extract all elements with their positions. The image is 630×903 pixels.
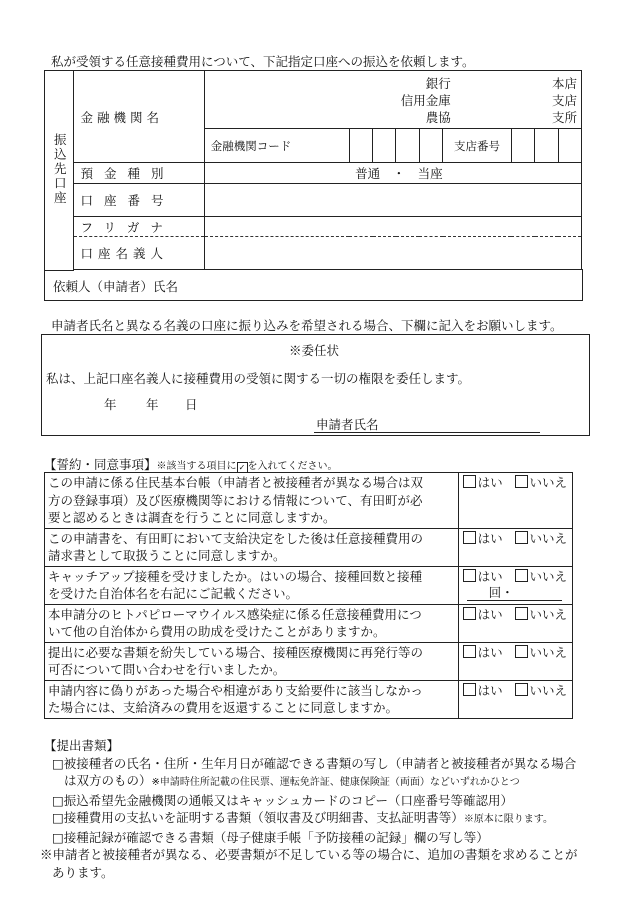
delegation-note: 申請者氏名と異なる名義の口座に振り込みを希望される場合、下欄に記入をお願いします。 bbox=[51, 318, 563, 333]
no-checkbox[interactable] bbox=[515, 607, 528, 620]
document-item bbox=[44, 829, 624, 847]
consent-question bbox=[45, 642, 459, 680]
count-suffix: 回・ bbox=[488, 585, 514, 600]
document-item-text: □接種費用の支払いを証明する書類（領収書及び明細書、支払証明書等） bbox=[52, 810, 464, 825]
consent-q-line: 提出に必要な書類を紛失している場合、接種医療機関に再発行等の bbox=[48, 644, 424, 660]
vaccination-count-field[interactable] bbox=[467, 585, 562, 601]
document-item-text: □被接種者の氏名・住所・生年月日が確認できる書類の写し（申請者と被接種者が異なる場合 bbox=[52, 755, 577, 771]
document-item bbox=[44, 755, 624, 773]
document-item-text: □接種記録が確認できる書類（母子健康手帳「予防接種の記録」欄の写し等） bbox=[52, 829, 489, 845]
yes-label: はい bbox=[477, 475, 503, 490]
no-checkbox[interactable] bbox=[515, 683, 528, 696]
yes-checkbox[interactable] bbox=[463, 569, 476, 582]
date-year-label: 年 bbox=[104, 397, 117, 412]
no-label: いいえ bbox=[529, 475, 568, 490]
type-credit-union: 信用金庫 bbox=[400, 93, 451, 108]
type-branch: 支店 bbox=[551, 93, 577, 108]
code-digit-2[interactable] bbox=[373, 129, 396, 163]
documents-heading: 【提出書類】 bbox=[44, 738, 120, 753]
holder-label: 口座名義人 bbox=[80, 246, 168, 261]
yes-label: はい bbox=[477, 644, 503, 660]
applicant-label: 申請者氏名 bbox=[316, 417, 379, 432]
consent-question bbox=[45, 604, 459, 642]
furigana-label: フリガナ bbox=[80, 219, 174, 235]
code-digit-1[interactable] bbox=[349, 129, 372, 163]
document-item-cont-text: は双方のもの） bbox=[64, 773, 152, 788]
bank-side-label-cell bbox=[45, 71, 74, 271]
consent-q-line: 本申請分のヒトパピローマウイルス感染症に係る任意接種費用につ bbox=[48, 606, 422, 622]
consent-question bbox=[45, 473, 459, 529]
consent-q-line: いて他の自治体から費用の助成を受けたことがありますか。 bbox=[48, 624, 386, 639]
consent-answer bbox=[458, 642, 572, 680]
furigana-label-cell bbox=[74, 217, 204, 237]
consent-q-line: 請求書として取扱うことに同意しますか。 bbox=[48, 548, 286, 563]
yes-label: はい bbox=[477, 568, 503, 584]
delegation-title: ※委任状 bbox=[289, 343, 340, 358]
consent-q-line: キャッチアップ接種を受けましたか。はいの場合、接種回数と接種 bbox=[48, 568, 423, 584]
account-number-label-cell bbox=[74, 184, 204, 217]
yes-label: はい bbox=[477, 530, 503, 546]
applicant-signature-line[interactable] bbox=[314, 417, 540, 433]
document-item bbox=[44, 792, 624, 810]
checked-box-icon: ✓ bbox=[237, 462, 248, 473]
code-label: 金融機関コード bbox=[204, 129, 349, 163]
consent-row bbox=[45, 604, 573, 642]
branch-code-label: 支店番号 bbox=[443, 129, 512, 163]
consent-heading-note: ※該当する項目に bbox=[156, 461, 237, 472]
bank-side-label: 振込先口座 bbox=[52, 132, 68, 205]
consent-answer bbox=[458, 528, 572, 566]
consent-question bbox=[45, 528, 459, 566]
yes-checkbox[interactable] bbox=[463, 645, 476, 658]
account-number-field[interactable] bbox=[204, 184, 581, 217]
consent-table bbox=[44, 472, 573, 719]
documents-footnote-cont: あります。 bbox=[52, 864, 114, 880]
yes-checkbox[interactable] bbox=[463, 531, 476, 544]
code-digit-4[interactable] bbox=[419, 129, 442, 163]
deposit-type-label: 預金種別 bbox=[80, 166, 175, 181]
no-checkbox[interactable] bbox=[515, 531, 528, 544]
institution-label: 金融機関名 bbox=[80, 109, 163, 125]
deposit-type-value[interactable]: 普通 ・ 当座 bbox=[204, 163, 581, 184]
consent-q-line: この申請に係る住民基本台帳（申請者と被接種者が異なる場合は双 bbox=[48, 475, 424, 490]
institution-name-field[interactable] bbox=[204, 71, 581, 129]
bank-account-table bbox=[44, 70, 582, 271]
no-checkbox[interactable] bbox=[515, 569, 528, 582]
no-label: いいえ bbox=[529, 568, 568, 584]
yes-checkbox[interactable] bbox=[463, 607, 476, 620]
consent-answer bbox=[458, 473, 572, 529]
consent-answer bbox=[458, 680, 572, 718]
type-head-office: 本店 bbox=[551, 76, 577, 91]
document-item-cont bbox=[44, 772, 624, 792]
requester-row[interactable] bbox=[44, 269, 583, 301]
documents-footnote: ※申請者と被接種者が異なる、必要書類が不足している等の場合に、追加の書類を求めることが bbox=[40, 847, 578, 862]
date-month-label: 年 bbox=[146, 397, 159, 412]
requester-label: 依頼人（申請者）氏名 bbox=[53, 279, 179, 294]
consent-q-line: 可否について問い合わせを行いましたか。 bbox=[48, 662, 286, 677]
code-digit-3[interactable] bbox=[396, 129, 419, 163]
consent-q-line: この申請書を、有田町において支給決定をした後は任意接種費用の bbox=[48, 530, 424, 546]
consent-heading: 【誓約・同意事項】 bbox=[44, 457, 157, 472]
consent-heading-note-2: を入れてください。 bbox=[247, 461, 338, 472]
consent-q-line: 方の登録事項）及び医療機関等における情報について、有田町が必 bbox=[48, 492, 423, 508]
consent-answer bbox=[458, 604, 572, 642]
branch-digit-2[interactable] bbox=[535, 129, 558, 163]
type-agri-coop: 農協 bbox=[425, 110, 451, 125]
delegation-body: 私は、上記口座名義人に接種費用の受領に関する一切の権限を委任します。 bbox=[46, 371, 471, 386]
consent-q-line: 申請内容に偽りがあった場合や相違があり支給要件に該当しなかっ bbox=[48, 682, 423, 698]
consent-row bbox=[45, 642, 573, 680]
consent-q-line: 要と認めるときは調査を行うことに同意しますか。 bbox=[48, 510, 336, 525]
no-label: いいえ bbox=[529, 644, 568, 660]
account-number-label: 口座番号 bbox=[80, 193, 175, 208]
consent-q-line: た場合には、支給済みの費用を返還することに同意しますか。 bbox=[48, 700, 399, 715]
institution-label-cell bbox=[74, 71, 204, 163]
consent-q-line: を受けた自治体名を右記にご記載ください。 bbox=[48, 586, 299, 601]
no-label: いいえ bbox=[529, 606, 568, 622]
consent-answer bbox=[458, 566, 572, 604]
consent-heading-line bbox=[44, 459, 338, 473]
consent-row bbox=[45, 680, 573, 718]
consent-question bbox=[45, 566, 459, 604]
yes-label: はい bbox=[477, 606, 503, 622]
document-item-note: ※申請時住所記載の住民票、運転免許証、健康保険証（両面）などいずれかひとつ bbox=[151, 777, 520, 788]
branch-digit-1[interactable] bbox=[511, 129, 534, 163]
no-label: いいえ bbox=[529, 530, 568, 546]
type-bank: 銀行 bbox=[425, 76, 451, 91]
yes-checkbox[interactable] bbox=[463, 683, 476, 696]
consent-row bbox=[45, 528, 573, 566]
delegation-box bbox=[41, 334, 590, 436]
holder-label-cell bbox=[74, 237, 204, 270]
branch-digit-3[interactable] bbox=[558, 129, 581, 163]
furigana-field[interactable] bbox=[204, 217, 581, 237]
yes-checkbox[interactable] bbox=[463, 475, 476, 488]
no-checkbox[interactable] bbox=[515, 475, 528, 488]
consent-question bbox=[45, 680, 459, 718]
consent-row bbox=[45, 566, 573, 604]
deposit-type-label-cell bbox=[74, 163, 204, 184]
no-checkbox[interactable] bbox=[515, 645, 528, 658]
yes-label: はい bbox=[477, 682, 503, 698]
documents-section bbox=[40, 737, 624, 881]
date-day-label: 日 bbox=[185, 397, 198, 412]
document-item-note: ※原本に限ります。 bbox=[463, 814, 554, 825]
document-item-text: □振込希望先金融機関の通帳又はキャッシュカードのコピー（口座番号等確認用） bbox=[52, 792, 514, 808]
document-item bbox=[44, 809, 624, 829]
consent-row bbox=[45, 473, 573, 529]
intro-text: 私が受領する任意接種費用について、下記指定口座への振込を依頼します。 bbox=[51, 54, 475, 69]
holder-field[interactable] bbox=[204, 237, 581, 270]
no-label: いいえ bbox=[529, 682, 568, 698]
type-sub-branch: 支所 bbox=[551, 110, 577, 125]
